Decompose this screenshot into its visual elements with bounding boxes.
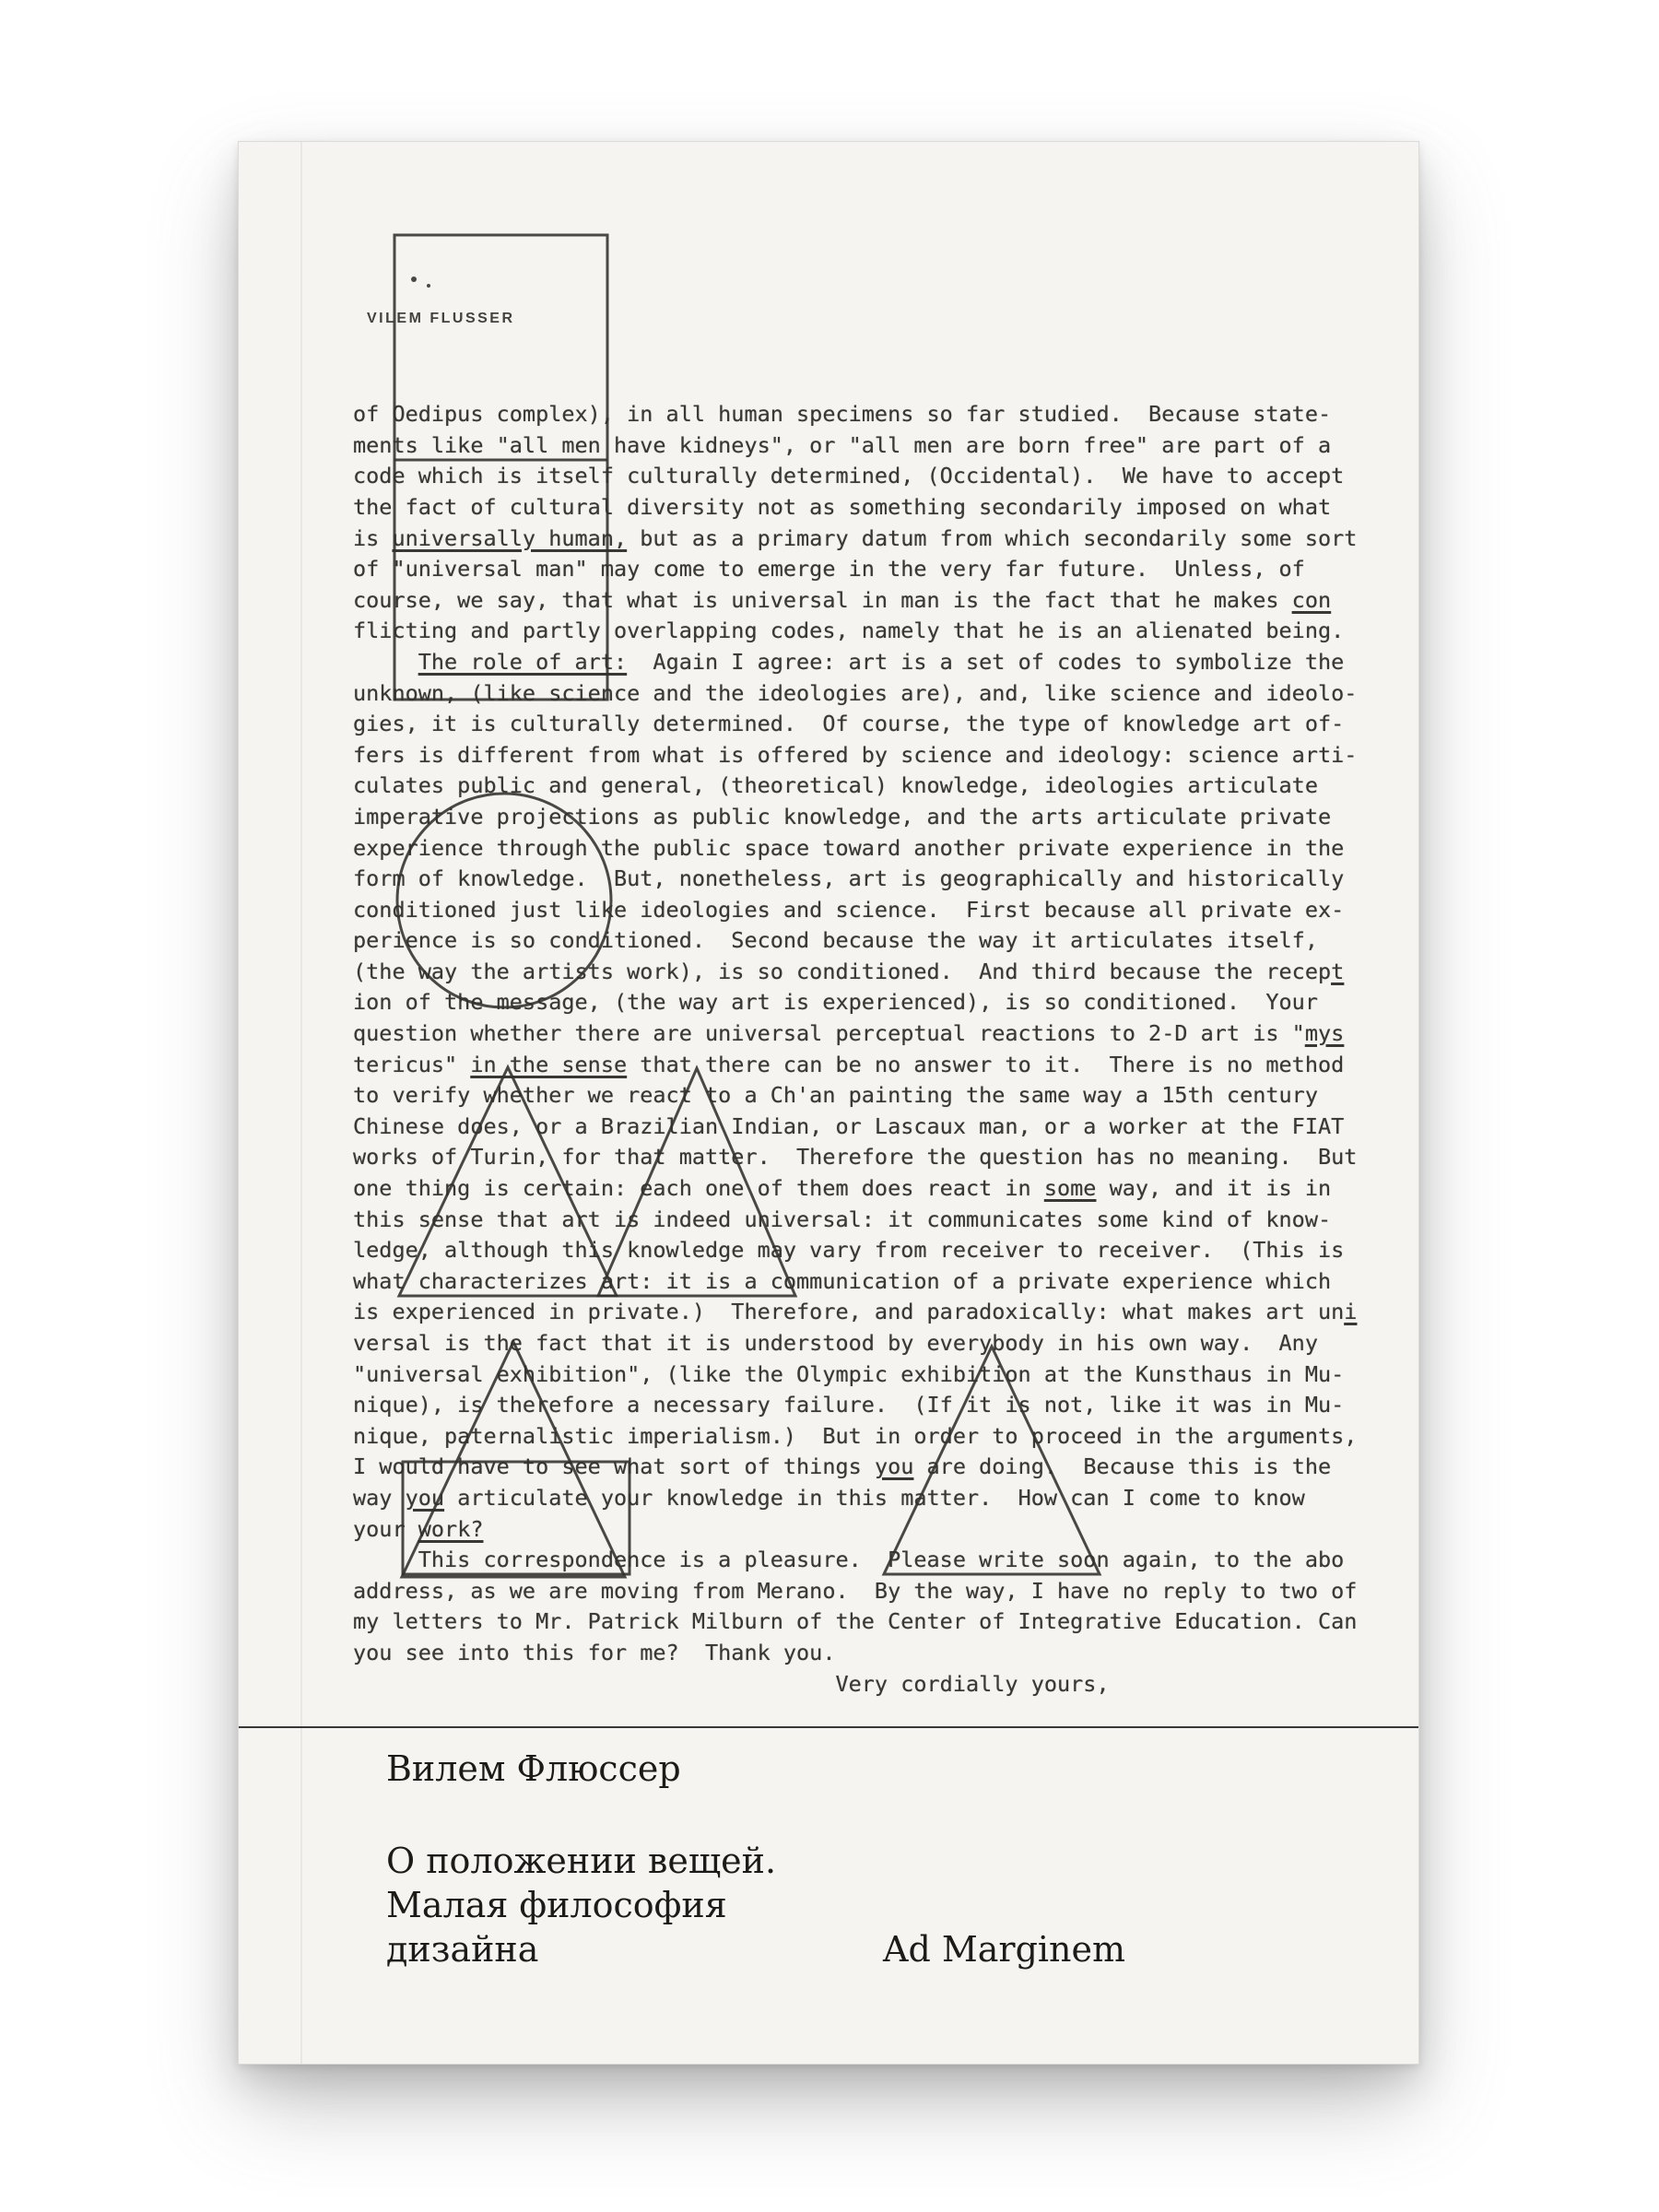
letter-line: This correspondence is a pleasure. Please write soon again, to the abo xyxy=(353,1547,1345,1573)
letter-line: my letters to Mr. Patrick Milburn of the Center of Integrative Education. Can xyxy=(353,1608,1358,1635)
letter-line: ledge, although this knowledge may vary from receiver to receiver. (This is xyxy=(353,1237,1345,1264)
letter-line: fers is different from what is offered by science and ideology: science arti- xyxy=(353,741,1358,768)
letter-body xyxy=(353,399,1357,1700)
letter-line: tericus" in the sense that there can be no answer to it. There is no method xyxy=(353,1051,1345,1077)
title-line-3: дизайна xyxy=(386,1929,539,1970)
title-line-1: О положении вещей. xyxy=(386,1841,777,1881)
book-title xyxy=(386,1839,776,1971)
letter-line: address, as we are moving from Merano. By the way, I have no reply to two of xyxy=(353,1577,1358,1604)
letter-line: Very cordially yours, xyxy=(353,1670,1110,1697)
letter-line: nique, paternalistic imperialism.) But in order to proceed in the arguments, xyxy=(353,1422,1358,1449)
letter-line: culates public and general, (theoretical) knowledge, ideologies articulate xyxy=(353,772,1318,799)
letter-line: Chinese does, or a Brazilian Indian, or Lascaux man, or a worker at the FIAT xyxy=(353,1112,1345,1139)
typewritten-letter xyxy=(353,337,1357,1761)
letter-line: ments like "all men have kidneys", or "all men are born free" are part of a xyxy=(353,431,1332,458)
title-line-2: Малая философия xyxy=(386,1885,727,1925)
letter-line: gies, it is culturally determined. Of course, the type of knowledge art of- xyxy=(353,711,1345,737)
letter-line: way you articulate your knowledge in this matter. How can I come to know xyxy=(353,1484,1305,1511)
letter-line: the fact of cultural diversity not as something secondarily imposed on what xyxy=(353,493,1332,520)
letter-line: I would have to see what sort of things you are doing. Because this is the xyxy=(353,1453,1332,1480)
spine-crease xyxy=(300,142,302,2064)
letter-line: The role of art: Again I agree: art is a set of codes to symbolize the xyxy=(418,648,1345,675)
letter-line: works of Turin, for that matter. Therefore the question has no meaning. But xyxy=(353,1144,1358,1171)
publisher-logo-text: Ad Marginem xyxy=(883,1929,1126,1970)
letter-line: imperative projections as public knowledge, and the arts articulate private xyxy=(353,803,1332,830)
letter-line: conditioned just like ideologies and science. First because all private ex- xyxy=(353,896,1345,923)
letter-line: your work? xyxy=(353,1515,484,1542)
book-cover xyxy=(238,141,1419,2065)
ink-speck xyxy=(411,276,417,282)
letter-line: this sense that art is indeed universal: it communicates some kind of know- xyxy=(353,1206,1332,1232)
letter-line: versal is the fact that it is understood by everybody in his own way. Any xyxy=(353,1330,1318,1356)
letter-line: of Oedipus complex), in all human specimens so far studied. Because state- xyxy=(353,401,1332,428)
letter-line: unknown, (like science and the ideologies are), and, like science and ideolo- xyxy=(353,679,1358,706)
letter-line: course, we say, that what is universal in man is the fact that he makes con xyxy=(353,586,1332,613)
letter-line: ion of the message, (the way art is experienced), is so conditioned. Your xyxy=(353,989,1318,1016)
divider-rule xyxy=(239,1726,1418,1728)
letter-line: "universal exhibition", (like the Olympic exhibition at the Kunsthaus in Mu- xyxy=(353,1360,1345,1387)
letter-line: to verify whether we react to a Ch'an painting the same way a 15th century xyxy=(353,1082,1318,1109)
letter-line: form of knowledge. But, nonetheless, art is geographically and historically xyxy=(353,865,1345,892)
letter-line: perience is so conditioned. Second because the way it articulates itself, xyxy=(353,927,1318,954)
letter-line: code which is itself culturally determined, (Occidental). We have to accept xyxy=(353,463,1345,489)
letter-line: one thing is certain: each one of them does react in some way, and it is in xyxy=(353,1175,1332,1202)
letter-line: of "universal man" may come to emerge in the very far future. Unless, of xyxy=(353,556,1305,582)
letter-line: question whether there are universal perceptual reactions to 2-D art is "mys xyxy=(353,1020,1345,1047)
letter-line: is universally human, but as a primary datum from which secondarily some sort xyxy=(353,524,1358,551)
letter-line: (the way the artists work), is so conditioned. And third because the recept xyxy=(353,958,1345,984)
letter-line: is experienced in private.) Therefore, and paradoxically: what makes art uni xyxy=(353,1299,1358,1325)
ink-speck xyxy=(427,284,430,288)
letterhead-text: VILEM FLUSSER xyxy=(367,311,515,326)
letter-line: experience through the public space toward another private experience in the xyxy=(353,834,1345,861)
letter-line: nique), is therefore a necessary failure. (If it is not, like it was in Mu- xyxy=(353,1392,1345,1418)
author-name: Вилем Флюссер xyxy=(386,1748,681,1789)
letter-line: you see into this for me? Thank you. xyxy=(353,1639,836,1665)
letter-line: flicting and partly overlapping codes, namely that he is an alienated being. xyxy=(353,618,1345,644)
letter-line: what characterizes art: it is a communication of a private experience which xyxy=(353,1267,1332,1294)
